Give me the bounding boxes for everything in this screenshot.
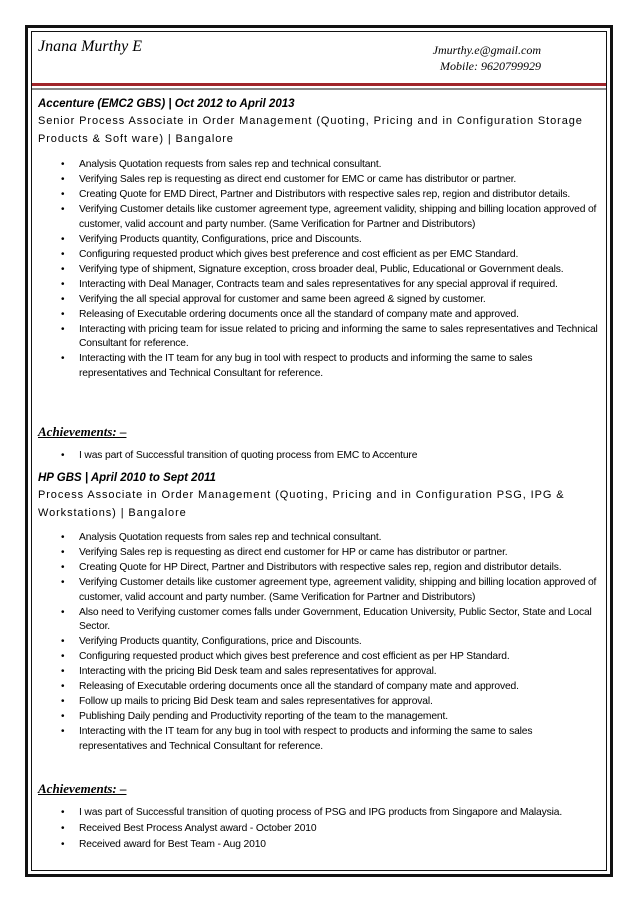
bullet-item: • Verifying type of shipment, Signature exception, cross broader deal, Public, Educational or Government deals. [38, 263, 603, 278]
bullet-item: • Interacting with the pricing Bid Desk team and sales representatives for approval. [38, 665, 603, 680]
bullet-item: • Follow up mails to pricing Bid Desk team and sales representatives for approval. [38, 695, 603, 710]
bullet-item: • Verifying Customer details like customer agreement type, agreement validity, shipping and billing location approved of customer, valid account and party number. (Same Verification for Partner and Distributors) [38, 576, 603, 605]
bullet-item: • Configuring requested product which gives best preference and cost efficient as per EMC Standard. [38, 248, 603, 263]
achievements-list [38, 449, 603, 464]
bullet-item: • Publishing Daily pending and Productivity reporting of the team to the management. [38, 710, 603, 725]
bullet-item: • Analysis Quotation requests from sales rep and technical consultant. [38, 531, 603, 546]
bullet-item: • Creating Quote for EMD Direct, Partner and Distributors with respective sales rep, region and distributor details. [38, 188, 603, 203]
candidate-name: Jnana Murthy E [38, 38, 142, 55]
bullet-item: • Analysis Quotation requests from sales rep and technical consultant. [38, 158, 603, 173]
header-rule-grey [32, 88, 606, 90]
job-title: Senior Process Associate in Order Management (Quoting, Pricing and in Configuration Storage Products & Soft ware) | Bangalore [38, 115, 583, 145]
achievements-heading: Achievements: – [38, 781, 127, 796]
email-text: Jmurthy.e@gmail.com [432, 43, 541, 57]
bullet-item: • Creating Quote for HP Direct, Partner and Distributors with respective sales rep, region and distributor details. [38, 561, 603, 576]
bullet-item: • Interacting with the IT team for any bug in tool with respect to products and informing the same to sales representatives and Technical Consultant for reference. [38, 725, 603, 754]
bullet-item: • Verifying Customer details like customer agreement type, agreement validity, shipping and billing location approved of customer, valid account and party number. (Same Verification for Partner and Distributors) [38, 203, 603, 232]
bullet-item: • Also need to Verifying customer comes falls under Government, Education University, Public Sector, State and Local Sector. [38, 606, 603, 635]
bullet-item: • I was part of Successful transition of quoting process of PSG and IPG products from Singapore and Malaysia. [38, 806, 603, 821]
bullet-item: • Received Best Process Analyst award - October 2010 [38, 822, 603, 837]
job-heading: HP GBS | April 2010 to Sept 2011 [38, 472, 216, 484]
bullet-item: • Received award for Best Team - Aug 2010 [38, 838, 603, 853]
bullet-item: • Verifying Products quantity, Configurations, price and Discounts. [38, 635, 603, 650]
achievements-list [38, 806, 603, 853]
bullet-item: • Releasing of Executable ordering documents once all the standard of company mate and approved. [38, 308, 603, 323]
bullet-item: • Verifying Sales rep is requesting as direct end customer for HP or came has distributor or partner. [38, 546, 603, 561]
mobile-text: Mobile: 9620799929 [440, 59, 541, 73]
job-heading: Accenture (EMC2 GBS) | Oct 2012 to April 2013 [38, 98, 295, 110]
job-bullets [38, 531, 603, 755]
header-rule-red [32, 83, 606, 86]
bullet-item: • Verifying Products quantity, Configurations, price and Discounts. [38, 233, 603, 248]
bullet-item: • Interacting with the IT team for any bug in tool with respect to products and informing the same to sales representatives and Technical Consultant for reference. [38, 352, 603, 381]
job-title: Process Associate in Order Management (Quoting, Pricing and in Configuration PSG, IPG & Workstations) | Bangalore [38, 489, 565, 519]
bullet-item: • Interacting with Deal Manager, Contracts team and sales representatives for any special approval if required. [38, 278, 603, 293]
bullet-item: • I was part of Successful transition of quoting process from EMC to Accenture [38, 449, 603, 464]
bullet-item: • Verifying Sales rep is requesting as direct end customer for EMC or came has distributor or partner. [38, 173, 603, 188]
bullet-item: • Configuring requested product which gives best preference and cost efficient as per HP Standard. [38, 650, 603, 665]
job-bullets [38, 158, 603, 382]
bullet-item: • Interacting with pricing team for issue related to pricing and informing the same to sales representatives and Technical Consultant for reference. [38, 323, 603, 352]
bullet-item: • Releasing of Executable ordering documents once all the standard of company mate and approved. [38, 680, 603, 695]
contact-block [433, 42, 541, 74]
bullet-item: • Verifying the all special approval for customer and same been agreed & signed by customer. [38, 293, 603, 308]
achievements-heading: Achievements: – [38, 424, 127, 439]
